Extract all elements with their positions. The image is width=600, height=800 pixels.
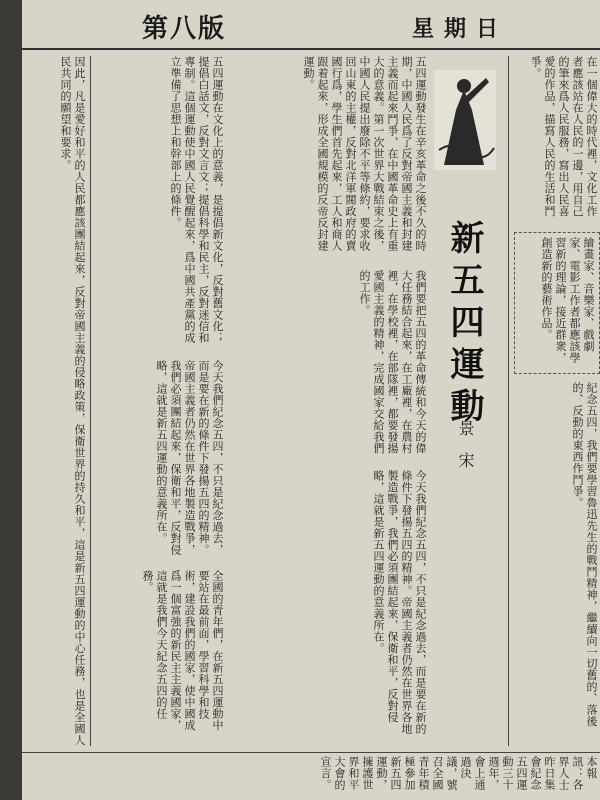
article-column-c: 全國的青年們，在新五四運動中要站在最前面，學習科學和技術，建設我們的國家，使中國成爲一個富強的新民主主義國家，這就是我們今天紀念五四的任務。 — [141, 570, 224, 731]
column-divider — [508, 56, 509, 746]
article-title: 新五四運動 — [444, 220, 484, 430]
article-column-d: 我們要把五四的革命傳統和今天的偉大任務結合起來，在工廠裡，在農村裡，在學校裡，在部隊裡，都要發揚愛國主義的精神，完成國家交給我們的工作。 — [358, 270, 427, 454]
bottom-divider — [22, 752, 600, 753]
article-intro: 五四運動發生在辛亥革命之後不久的時期，中國人民爲了反對帝國主義和封建主義而起來鬥爭，在中國革命史上有重大的意義。第一次世界大戰結束之後，中國人民提出廢除不平等條約，要求收回山東的主權，反對北洋軍閥政府的賣國行爲，學生們首先起來，工人和商人跟着起來，形成全國規模的反帝反封建運動。 — [302, 56, 427, 252]
right-column-top: 在一個偉大的時代裡，文化工作者應該站在人民的一邊，用自己的筆來爲人民服務，寫出人民喜愛的作品，描寫人民的生活和鬥爭。 — [529, 56, 598, 217]
article-author: 景宋 — [456, 420, 475, 484]
newspaper-page — [22, 0, 600, 800]
boxed-notice-text: 繪畫家、音樂家、戲劇家、電影工作者都應該學習新的理論，接近群衆，創造新的藝術作品。 — [540, 237, 595, 364]
article-column-e: 今天我們紀念五四，不只是紀念過去，而是要在新的條件下發揚五四的精神。帝國主義者仍然在世界各地製造戰爭，我們必須團結起來，保衛和平，反對侵略，這就是新五四運動的意義所在。 — [372, 470, 427, 735]
left-column-text: 因此，凡是愛好和平的人民都應該團結起來，反對帝國主義的侵略政策，保衛世界的持久和平，這是新五四運動的中心任務，也是全國人民共同的願望和要求。 — [59, 56, 86, 746]
woodcut-illustration — [434, 70, 496, 170]
page-number-label: 第八版 — [142, 14, 227, 44]
article-column-a: 五四運動在文化上的意義，是提倡新文化，反對舊文化；提倡白話文，反對文言文；提倡科學和民主，反對迷信和專制。這個運動使中國人民覺醒起來，爲中國共產黨的成立準備了思想上和幹部上的條件。 — [169, 56, 224, 344]
weekday-label: 星期日 — [412, 16, 509, 42]
page-header — [22, 0, 600, 50]
bottom-strip-text: 本報訊：各界人士昨日集會紀念五四運動三十週年，會上通過決議，號召全國青年積極參加新五四運動，擁護世界和平大會的宣言。 — [319, 756, 598, 791]
article-column-b: 今天我們紀念五四，不只是紀念過去，而是要在新的條件下發揚五四的精神。帝國主義者仍然在世界各地製造戰爭，我們必須團結起來，保衛和平，反對侵略，這就是新五四運動的意義所在。 — [155, 360, 224, 556]
boxed-notice — [514, 232, 600, 374]
right-column-bottom: 紀念五四，我們要學習魯迅先生的戰鬥精神，繼續向一切舊的、落後的、反動的東西作鬥爭。 — [571, 382, 598, 727]
column-divider — [90, 56, 91, 746]
figure-icon — [434, 70, 496, 170]
